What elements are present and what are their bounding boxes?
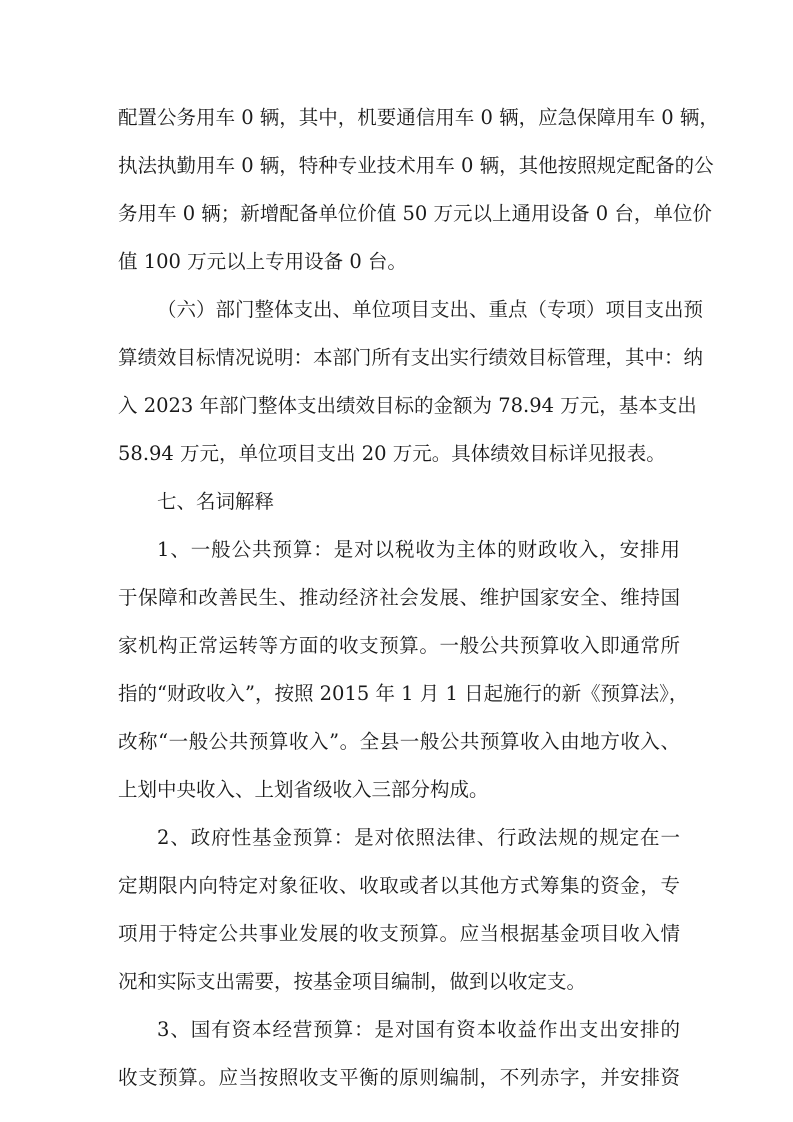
- text-line: 于保障和改善民生、推动经济社会发展、维护国家安全、维持国: [118, 586, 680, 609]
- text-line: 1、一般公共预算：是对以税收为主体的财政收入，安排用: [157, 538, 680, 561]
- text-line: 上划中央收入、上划省级收入三部分构成。: [118, 778, 489, 801]
- section-heading: 七、名词解释: [157, 490, 275, 513]
- text-line: 指的“财政收入”，按照 2015 年 1 月 1 日起施行的新《预算法》，: [118, 682, 689, 705]
- text-line: 家机构正常运转等方面的收支预算。一般公共预算收入即通常所: [118, 634, 680, 657]
- text-line: 收支预算。应当按照收支平衡的原则编制，不列赤字，并安排资: [118, 1066, 680, 1089]
- text-line: 值 100 万元以上专用设备 0 台。: [118, 250, 407, 273]
- text-line: 执法执勤用车 0 辆，特种专业技术用车 0 辆，其他按照规定配备的公: [118, 154, 714, 177]
- text-line: 入 2023 年部门整体支出绩效目标的金额为 78.94 万元，基本支出: [118, 394, 697, 417]
- text-line: 改称“一般公共预算收入”。全县一般公共预算收入由地方收入、: [118, 730, 680, 753]
- text-line: 况和实际支出需要，按基金项目编制，做到以收定支。: [118, 970, 587, 993]
- text-line: 2、政府性基金预算：是对依照法律、行政法规的规定在一: [157, 826, 680, 849]
- text-line: 定期限内向特定对象征收、收取或者以其他方式筹集的资金，专: [118, 874, 680, 897]
- text-line: 项用于特定公共事业发展的收支预算。应当根据基金项目收入情: [118, 922, 680, 945]
- text-line: 算绩效目标情况说明：本部门所有支出实行绩效目标管理，其中：纳: [118, 346, 704, 369]
- text-line: 58.94 万元，单位项目支出 20 万元。具体绩效目标详见报表。: [118, 442, 666, 465]
- text-line: （六）部门整体支出、单位项目支出、重点（专项）项目支出预: [157, 298, 704, 321]
- text-line: 配置公务用车 0 辆，其中，机要通信用车 0 辆，应急保障用车 0 辆，: [118, 106, 719, 129]
- text-line: 务用车 0 辆；新增配备单位价值 50 万元以上通用设备 0 台，单位价: [118, 202, 712, 225]
- text-line: 3、国有资本经营预算：是对国有资本收益作出支出安排的: [157, 1018, 680, 1041]
